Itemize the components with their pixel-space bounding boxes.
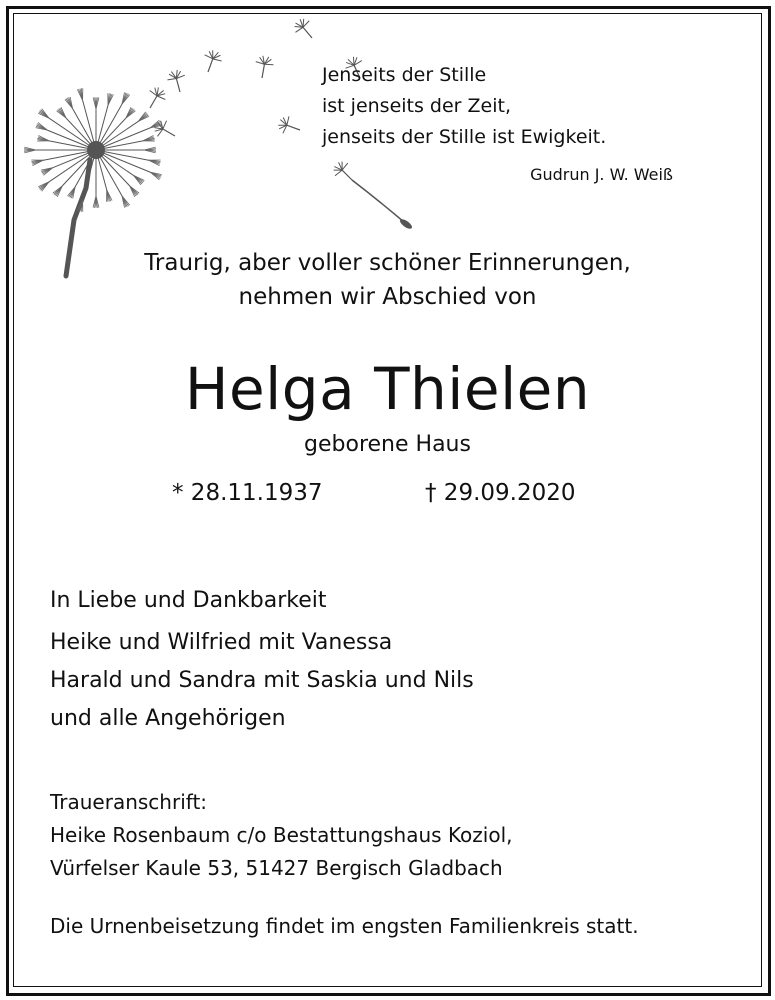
death-date: † 29.09.2020: [425, 480, 576, 506]
maiden-name: geborene Haus: [304, 432, 471, 457]
quote: [322, 60, 606, 153]
address-line-2: Vürfelser Kaule 53, 51427 Bergisch Gladbach: [50, 856, 503, 880]
quote-line: ist jenseits der Zeit,: [322, 95, 512, 117]
quote-line: jenseits der Stille ist Ewigkeit.: [322, 126, 607, 148]
intro-line-2: nehmen wir Abschied von: [238, 284, 537, 310]
birth-date: * 28.11.1937: [172, 480, 323, 506]
quote-line: Jenseits der Stille: [322, 64, 487, 86]
intro-text: [0, 246, 775, 314]
family-heading: In Liebe und Dankbarkeit: [50, 588, 327, 613]
burial-notice: Die Urnenbeisetzung findet im engsten Familienkreis statt.: [50, 914, 639, 938]
mourning-address: [50, 786, 513, 885]
deceased-name: Helga Thielen: [184, 355, 591, 423]
family-block: [50, 582, 474, 738]
address-line-1: Heike Rosenbaum c/o Bestattungshaus Koziol,: [50, 823, 513, 847]
family-member: Harald und Sandra mit Saskia und Nils: [50, 668, 474, 693]
family-member: Heike und Wilfried mit Vanessa: [50, 630, 393, 655]
intro-line-1: Traurig, aber voller schöner Erinnerungen,: [144, 250, 631, 276]
family-member: und alle Angehörigen: [50, 706, 286, 731]
address-label: Traueranschrift:: [50, 790, 208, 814]
quote-author: Gudrun J. W. Weiß: [530, 165, 673, 184]
